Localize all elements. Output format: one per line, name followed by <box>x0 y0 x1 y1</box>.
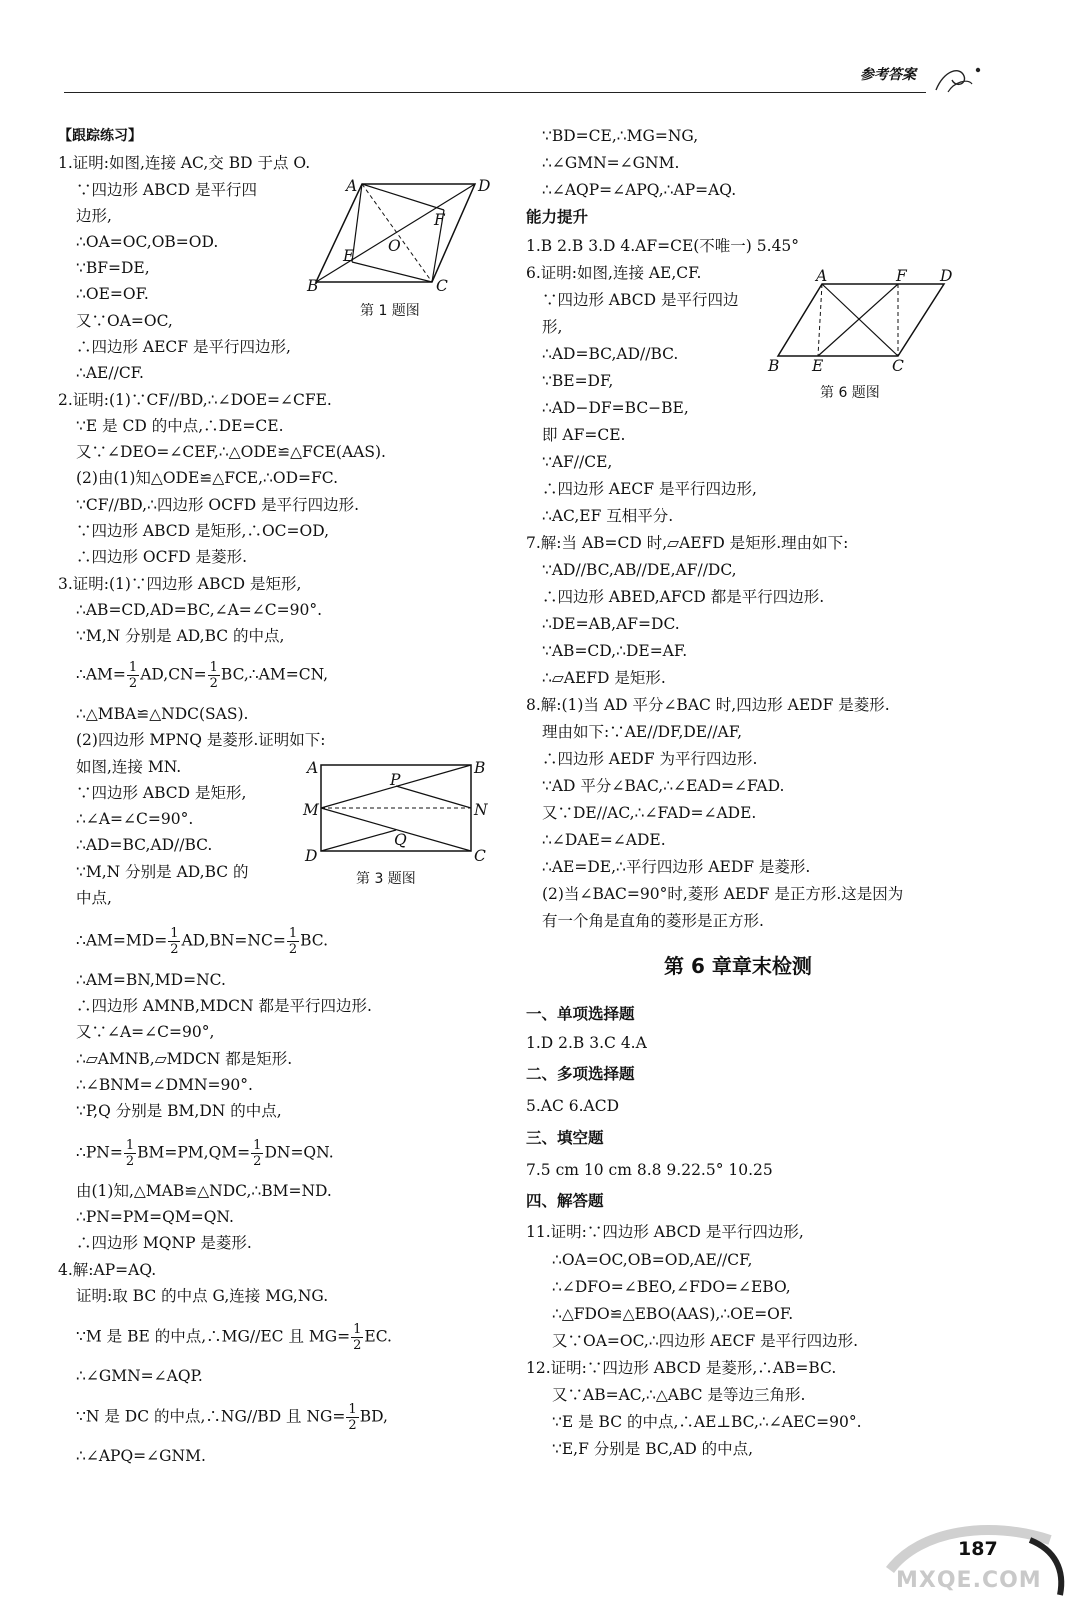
fraction-numerator: 1 <box>125 1138 135 1153</box>
answer-line: 理由如下:∵AE//DF,DE//AF, <box>542 723 743 741</box>
text-part: ∴AM= <box>76 665 126 684</box>
answer-line: 8.解:(1)当 AD 平分∠BAC 时,四边形 AEDF 是菱形. <box>526 696 890 714</box>
fraction-numerator: 1 <box>128 660 138 675</box>
figure-label: A <box>346 177 358 195</box>
answer-line: 7.5 cm 10 cm 8.8 9.22.5° 10.25 <box>526 1161 773 1179</box>
answer-line: ∴∠BNM=∠DMN=90°. <box>76 1076 253 1094</box>
figure-label: A <box>816 267 828 285</box>
figure-label: E <box>343 247 355 265</box>
figure-label: C <box>474 847 486 865</box>
text-part: ∴AM=MD= <box>76 931 168 950</box>
answer-line: ∴∠DFO=∠BEO,∠FDO=∠EBO, <box>552 1278 791 1296</box>
answer-line: ∴四边形 MQNP 是菱形. <box>76 1234 252 1252</box>
answer-line: 又∵AB=AC,∴△ABC 是等边三角形. <box>552 1386 806 1404</box>
answer-line: ∴∠DAE=∠ADE. <box>542 831 666 849</box>
answer-line: ∵四边形 ABCD 是平行四边 <box>542 291 739 309</box>
answer-line: ∴四边形 ABED,AFCD 都是平行四边形. <box>542 588 825 606</box>
fraction-denominator: 2 <box>353 1338 362 1353</box>
answer-line: ∴四边形 OCFD 是菱形. <box>76 548 248 566</box>
section-title-fill-blank: 三、填空题 <box>526 1129 604 1147</box>
answer-line: (2)由(1)知△ODE≌△FCE,∴OD=FC. <box>76 469 339 487</box>
figure-label: B <box>768 357 780 375</box>
figure-label: P <box>390 771 401 789</box>
answer-line: ∵BF=DE, <box>76 259 150 277</box>
figure-label: B <box>307 277 319 295</box>
figure-label: E <box>812 357 824 375</box>
answer-line: 证明:取 BC 的中点 G,连接 MG,NG. <box>76 1287 329 1305</box>
fraction-numerator: 1 <box>209 660 218 675</box>
answer-line: 由(1)知,△MAB≌△NDC,∴BM=ND. <box>76 1182 332 1200</box>
answer-line: ∴AE//CF. <box>76 364 144 382</box>
answer-line: 3.证明:(1)∵四边形 ABCD 是矩形, <box>58 575 302 593</box>
fraction-half <box>124 1138 136 1169</box>
answer-line: 形, <box>542 318 563 336</box>
answer-line-fraction <box>76 1322 392 1353</box>
answer-line: ∵BE=DF, <box>542 372 614 390</box>
answer-line: 1.B 2.B 3.D 4.AF=CE(不唯一) 5.45° <box>526 237 800 255</box>
figure-6-parallelogram <box>772 276 962 366</box>
answer-line: ∵四边形 ABCD 是平行四 <box>76 181 258 199</box>
figure-label: F <box>896 267 907 285</box>
answer-line: 有一个角是直角的菱形是正方形. <box>542 912 764 930</box>
answer-line: 7.解:当 AB=CD 时,▱AEFD 是矩形.理由如下: <box>526 534 849 552</box>
figure-label: O <box>388 237 401 255</box>
figure-label: F <box>434 211 445 229</box>
answer-line-fraction <box>76 660 328 691</box>
answer-line: 2.证明:(1)∵CF//BD,∴∠DOE=∠CFE. <box>58 391 332 409</box>
answer-line: ∴∠APQ=∠GNM. <box>76 1447 206 1465</box>
page-number: 187 <box>958 1538 998 1560</box>
figure-1-caption: 第 1 题图 <box>360 303 420 319</box>
answer-line: 12.证明:∵四边形 ABCD 是菱形,∴AB=BC. <box>526 1359 837 1377</box>
answer-line: 5.AC 6.ACD <box>526 1097 620 1115</box>
answer-line: ∴▱AEFD 是矩形. <box>542 669 666 687</box>
figure-label: Q <box>394 831 407 849</box>
section-title-single-choice: 一、单项选择题 <box>526 1005 635 1023</box>
answer-line: ∴DE=AB,AF=DC. <box>542 615 680 633</box>
fraction-half <box>346 1402 358 1433</box>
text-part: EC. <box>364 1327 392 1346</box>
figure-label: C <box>436 277 448 295</box>
answer-line: ∵AD 平分∠BAC,∴∠EAD=∠FAD. <box>542 777 785 795</box>
answer-line-fraction <box>76 1402 388 1433</box>
answer-line: ∴∠GMN=∠AQP. <box>76 1367 203 1385</box>
fraction-denominator: 2 <box>348 1418 357 1433</box>
answer-line-fraction <box>76 926 328 957</box>
fraction-numerator: 1 <box>170 926 179 941</box>
answer-line-fraction <box>76 1138 334 1169</box>
answer-line: ∴四边形 AMNB,MDCN 都是平行四边形. <box>76 997 372 1015</box>
answer-line: 1.D 2.B 3.C 4.A <box>526 1034 647 1052</box>
answer-line: ∵E,F 分别是 BC,AD 的中点, <box>552 1440 754 1458</box>
answer-line: ∵AB=CD,∴DE=AF. <box>542 642 688 660</box>
answer-line: ∴∠AQP=∠APQ,∴AP=AQ. <box>542 181 737 199</box>
answer-line: ∵四边形 ABCD 是矩形,∴OC=OD, <box>76 522 330 540</box>
fraction-half <box>287 926 299 957</box>
answer-line: ∵M,N 分别是 AD,BC 的中点, <box>76 627 285 645</box>
text-part: AD,CN= <box>140 665 207 684</box>
header-rule <box>64 92 926 93</box>
fraction-denominator: 2 <box>288 942 298 957</box>
answer-line: ∴∠A=∠C=90°. <box>76 810 194 828</box>
fraction-half <box>251 1138 263 1169</box>
answer-line: 又∵OA=OC,∴四边形 AECF 是平行四边形. <box>552 1332 859 1350</box>
answer-line: ∴AD=BC,AD//BC. <box>542 345 679 363</box>
answer-line: ∵BD=CE,∴MG=NG, <box>542 127 699 145</box>
fraction-numerator: 1 <box>348 1402 357 1417</box>
text-part: BC. <box>300 931 329 950</box>
figure-label: N <box>474 801 488 819</box>
figure-label: D <box>940 267 953 285</box>
answer-line: 4.解:AP=AQ. <box>58 1261 157 1279</box>
header-title: 参考答案 <box>860 67 916 83</box>
figure-label: D <box>478 177 491 195</box>
answer-line: 11.证明:∵四边形 ABCD 是平行四边形, <box>526 1223 804 1241</box>
answer-line: 又∵DE//AC,∴∠FAD=∠ADE. <box>542 804 757 822</box>
figure-label: A <box>307 759 319 777</box>
fraction-denominator: 2 <box>125 1154 135 1169</box>
answer-line: ∴AB=CD,AD=BC,∠A=∠C=90°. <box>76 601 323 619</box>
fraction-denominator: 2 <box>128 676 138 691</box>
text-part: BD, <box>359 1407 388 1426</box>
answer-line: ∴AC,EF 互相平分. <box>542 507 674 525</box>
answer-line: 又∵OA=OC, <box>76 312 173 330</box>
answer-line: ∴∠GMN=∠GNM. <box>542 154 680 172</box>
figure-3-caption: 第 3 题图 <box>356 871 416 887</box>
answer-line: ∴AE=DE,∴平行四边形 AEDF 是菱形. <box>542 858 811 876</box>
section-title-solution: 四、解答题 <box>526 1192 604 1210</box>
fraction-half <box>351 1322 363 1353</box>
fraction-denominator: 2 <box>170 942 179 957</box>
answer-line: ∵P,Q 分别是 BM,DN 的中点, <box>76 1102 282 1120</box>
fraction-half <box>208 660 220 691</box>
answer-line: ∴四边形 AECF 是平行四边形, <box>76 338 291 356</box>
figure-label: M <box>303 801 319 819</box>
ability-section-title: 能力提升 <box>526 208 589 226</box>
text-part: AD,BN=NC= <box>181 931 286 950</box>
fraction-half <box>168 926 180 957</box>
answer-line: ∴AM=BN,MD=NC. <box>76 971 226 989</box>
answer-line: 中点, <box>76 889 112 907</box>
answer-line: ∴PN=PM=QM=QN. <box>76 1208 234 1226</box>
fraction-numerator: 1 <box>253 1138 262 1153</box>
section-tag-tracking: 【跟踪练习】 <box>58 128 142 144</box>
answer-line: ∵E 是 CD 的中点,∴DE=CE. <box>76 417 284 435</box>
answer-line: ∴AD−DF=BC−BE, <box>542 399 689 417</box>
watermark-text: MXQE.COM <box>896 1568 1042 1593</box>
answer-line: ∵四边形 ABCD 是矩形, <box>76 784 247 802</box>
figure-label: C <box>892 357 904 375</box>
answer-line: ∴OA=OC,OB=OD,AE//CF, <box>552 1251 753 1269</box>
answer-line: ∵E 是 BC 的中点,∴AE⊥BC,∴∠AEC=90°. <box>552 1413 862 1431</box>
fraction-numerator: 1 <box>288 926 298 941</box>
figure-6-caption: 第 6 题图 <box>820 385 880 401</box>
text-part: ∴PN= <box>76 1143 123 1162</box>
chapter-title: 第 6 章章末检测 <box>664 954 812 978</box>
answer-line: ∵M,N 分别是 AD,BC 的 <box>76 863 249 881</box>
answer-line: 又∵∠DEO=∠CEF,∴△ODE≌△FCE(AAS). <box>76 443 386 461</box>
answer-line: ∴△MBA≌△NDC(SAS). <box>76 705 249 723</box>
text-part: BM=PM,QM= <box>137 1143 251 1162</box>
answer-line: ∴OA=OC,OB=OD. <box>76 233 219 251</box>
answer-line: ∴四边形 AEDF 为平行四边形. <box>542 750 758 768</box>
answer-line: ∴四边形 AECF 是平行四边形, <box>542 480 757 498</box>
answer-line: 如图,连接 MN. <box>76 758 182 776</box>
answer-line: 边形, <box>76 207 112 225</box>
answer-line: 1.证明:如图,连接 AC,交 BD 于点 O. <box>58 154 311 172</box>
swirl-ornament-icon <box>934 60 984 96</box>
text-part: DN=QN. <box>264 1143 334 1162</box>
answer-line: ∵AD//BC,AB//DE,AF//DC, <box>542 561 737 579</box>
fraction-denominator: 2 <box>253 1154 262 1169</box>
fraction-denominator: 2 <box>209 676 218 691</box>
answer-line: ∵AF//CE, <box>542 453 613 471</box>
answer-line: ∴△FDO≌△EBO(AAS),∴OE=OF. <box>552 1305 794 1323</box>
answer-line: 又∵∠A=∠C=90°, <box>76 1023 215 1041</box>
answer-line: ∵CF//BD,∴四边形 OCFD 是平行四边形. <box>76 496 360 514</box>
section-title-multi-choice: 二、多项选择题 <box>526 1065 635 1083</box>
text-part: ∵M 是 BE 的中点,∴MG//EC 且 MG= <box>76 1327 351 1346</box>
answer-line: ∴OE=OF. <box>76 285 149 303</box>
text-part: BC,∴AM=CN, <box>220 665 329 684</box>
fraction-numerator: 1 <box>353 1322 362 1337</box>
fraction-half <box>127 660 139 691</box>
text-part: ∵N 是 DC 的中点,∴NG//BD 且 NG= <box>76 1407 346 1426</box>
figure-1-parallelogram <box>300 172 500 292</box>
answer-line: (2)当∠BAC=90°时,菱形 AEDF 是正方形.这是因为 <box>542 885 904 903</box>
answer-line: 6.证明:如图,连接 AE,CF. <box>526 264 702 282</box>
answer-line: ∴▱AMNB,▱MDCN 都是矩形. <box>76 1050 293 1068</box>
figure-label: B <box>474 759 486 777</box>
answer-line: 即 AF=CE. <box>542 426 626 444</box>
figure-label: D <box>305 847 318 865</box>
answer-line: (2)四边形 MPNQ 是菱形.证明如下: <box>76 731 326 749</box>
answer-line: ∴AD=BC,AD//BC. <box>76 836 213 854</box>
